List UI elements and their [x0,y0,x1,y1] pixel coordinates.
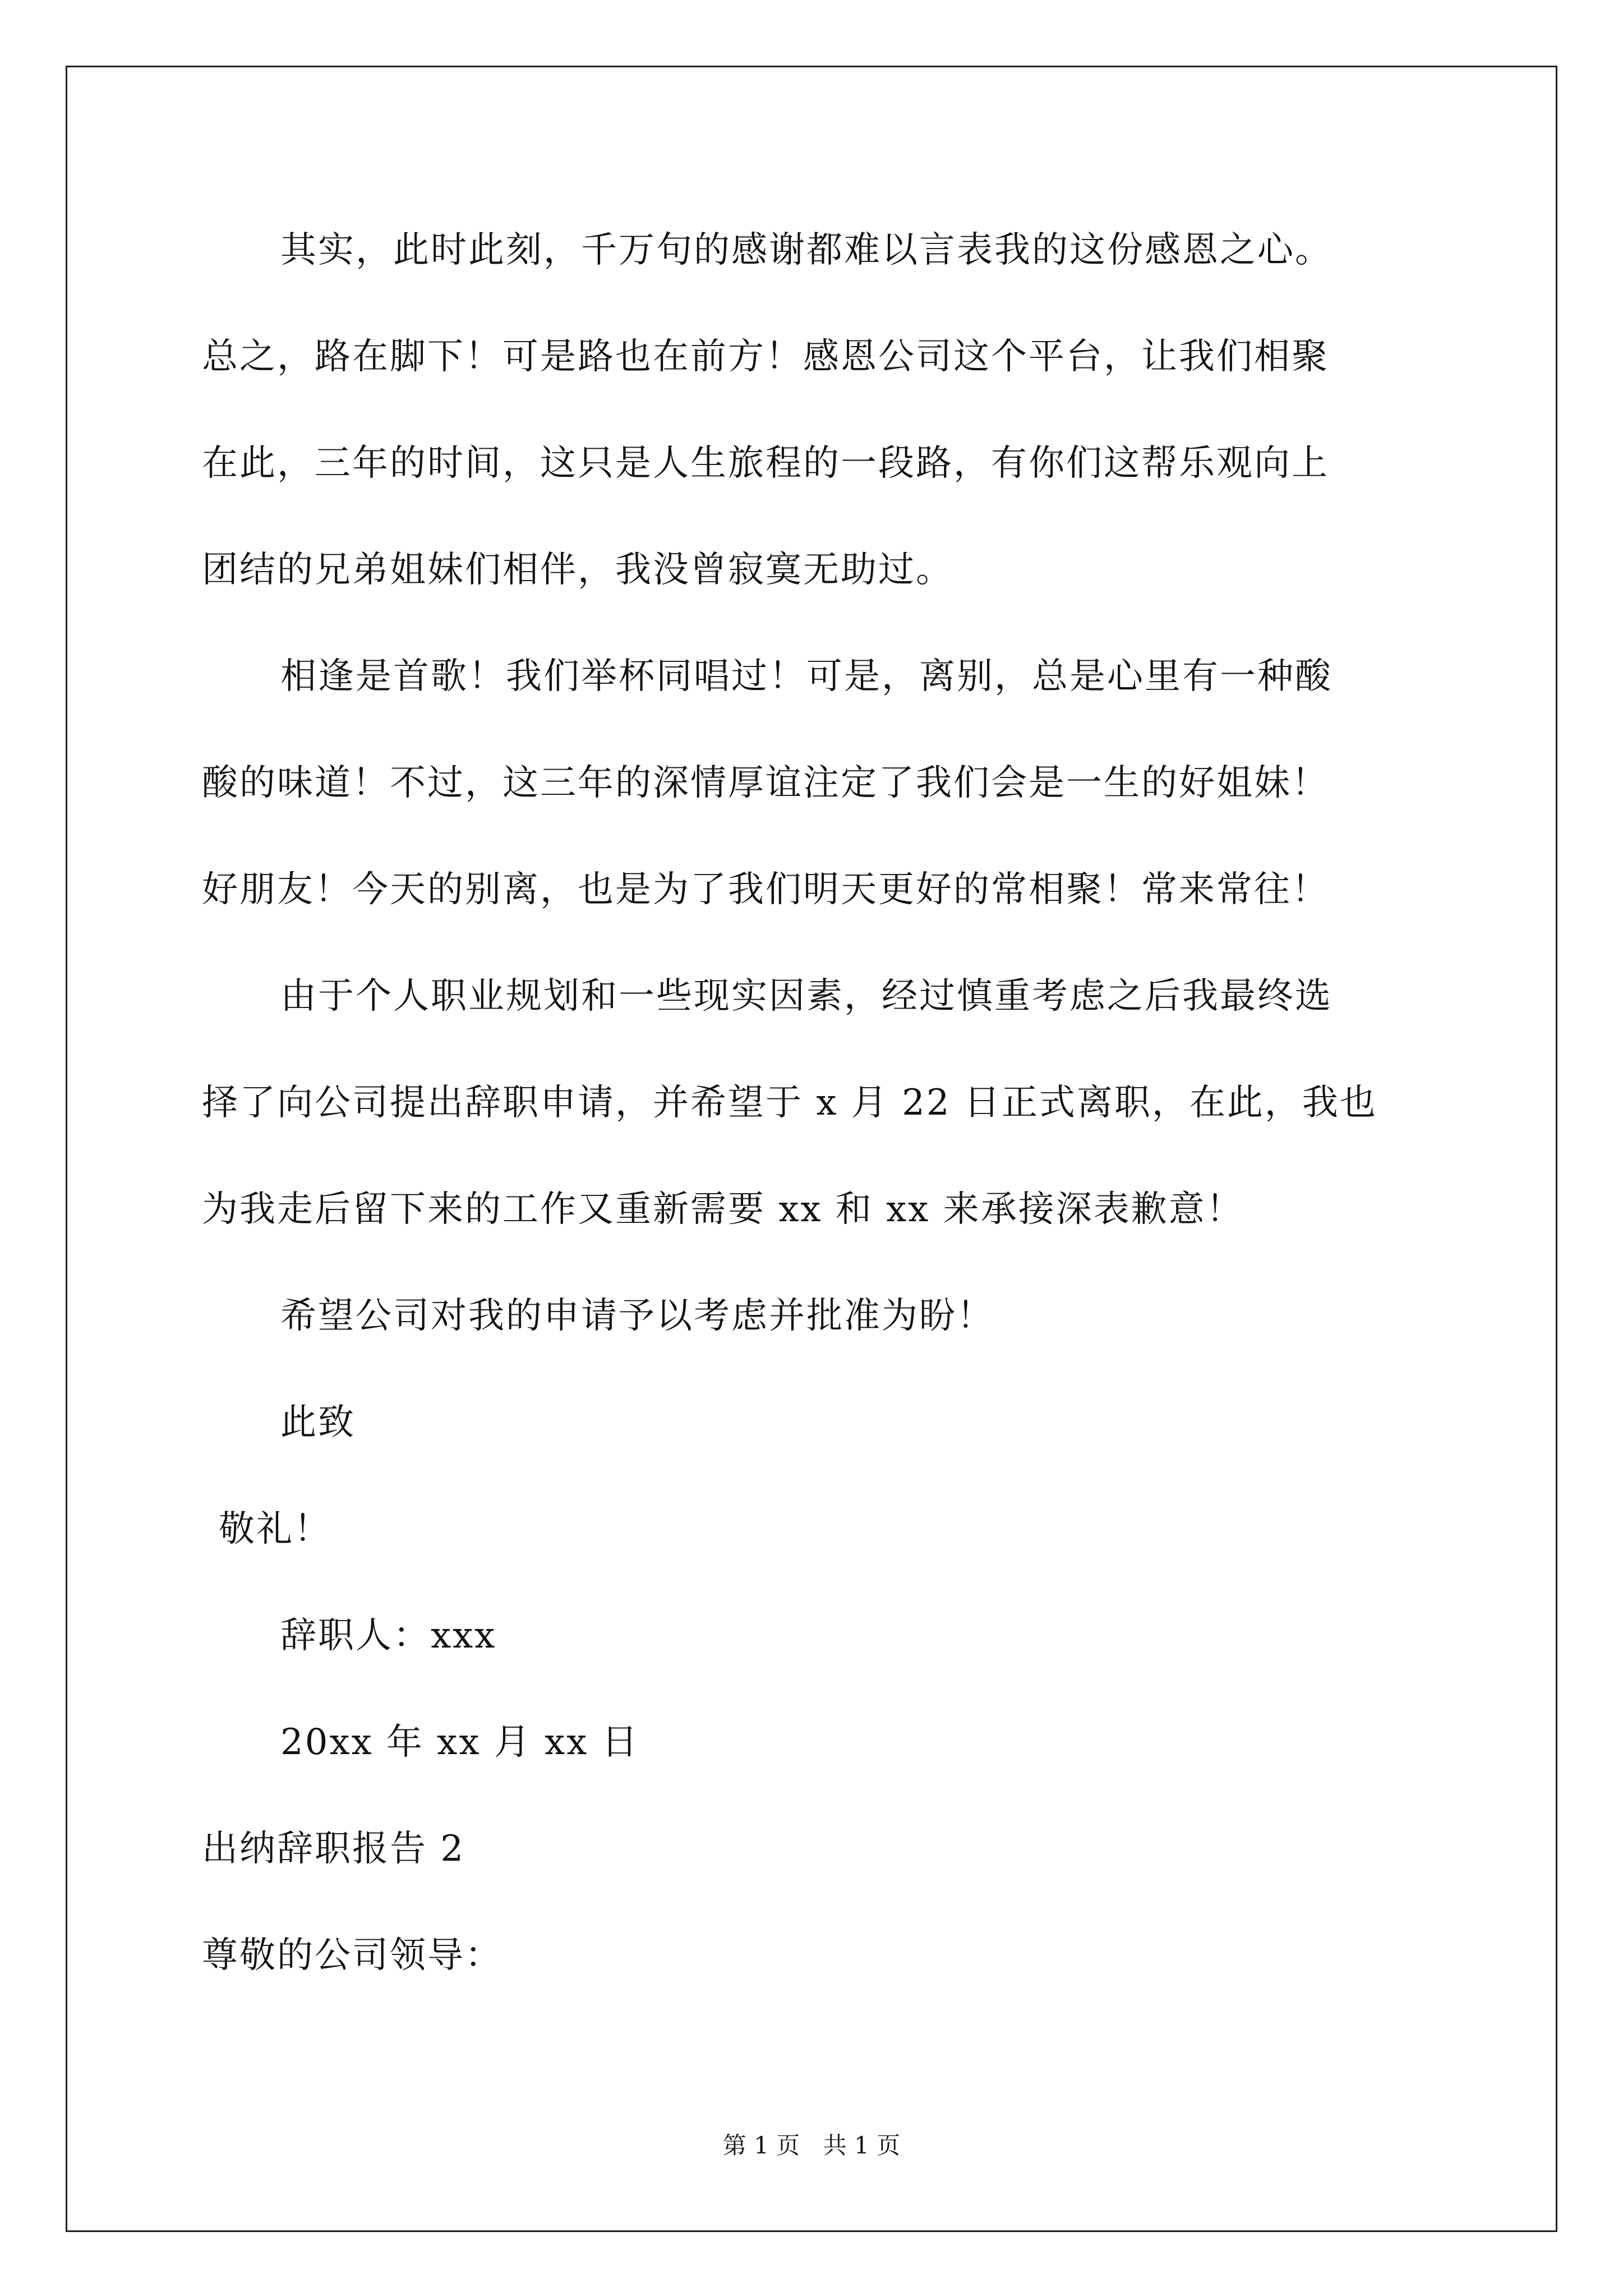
page-number: 第 1 页 [722,2132,800,2159]
page-border [66,66,1557,2232]
paragraph-line: 为我走后留下来的工作又重新需要 xx 和 xx 来承接深表歉意！ [202,1189,1244,1230]
section-title: 出纳辞职报告 2 [202,1828,465,1870]
paragraph-line: 希望公司对我的申请予以考虑并批准为盼！ [280,1295,994,1337]
paragraph-line: 由于个人职业规划和一些现实因素，经过慎重考虑之后我最终选 [280,976,1332,1017]
paragraph-line: 酸的味道！不过，这三年的深情厚谊注定了我们会是一生的好姐妹！ [202,762,1329,804]
page-total: 共 1 页 [823,2132,901,2159]
closing-greeting: 此致 [280,1402,356,1443]
paragraph-line: 好朋友！今天的别离，也是为了我们明天更好的常相聚！常来常往！ [202,869,1329,910]
closing-salute: 敬礼！ [219,1508,331,1550]
paragraph-line: 择了向公司提出辞职申请，并希望于 x 月 22 日正式离职，在此，我也 [202,1082,1377,1124]
paragraph-line: 在此，三年的时间，这只是人生旅程的一段路，有你们这帮乐观向上 [202,443,1329,484]
paragraph-line: 其实，此时此刻，千万句的感谢都难以言表我的这份感恩之心。 [280,229,1332,271]
signature-name: 辞职人：xxx [280,1615,497,1657]
signature-date: 20xx 年 xx 月 xx 日 [280,1722,639,1763]
paragraph-line: 总之，路在脚下！可是路也在前方！感恩公司这个平台，让我们相聚 [202,336,1329,378]
paragraph-line: 相逢是首歌！我们举杯同唱过！可是，离别，总是心里有一种酸 [280,656,1332,697]
paragraph-line: 团结的兄弟姐妹们相伴，我没曾寂寞无助过。 [202,549,953,591]
page-footer [0,2132,1623,2160]
salutation: 尊敬的公司领导： [202,1935,502,1976]
